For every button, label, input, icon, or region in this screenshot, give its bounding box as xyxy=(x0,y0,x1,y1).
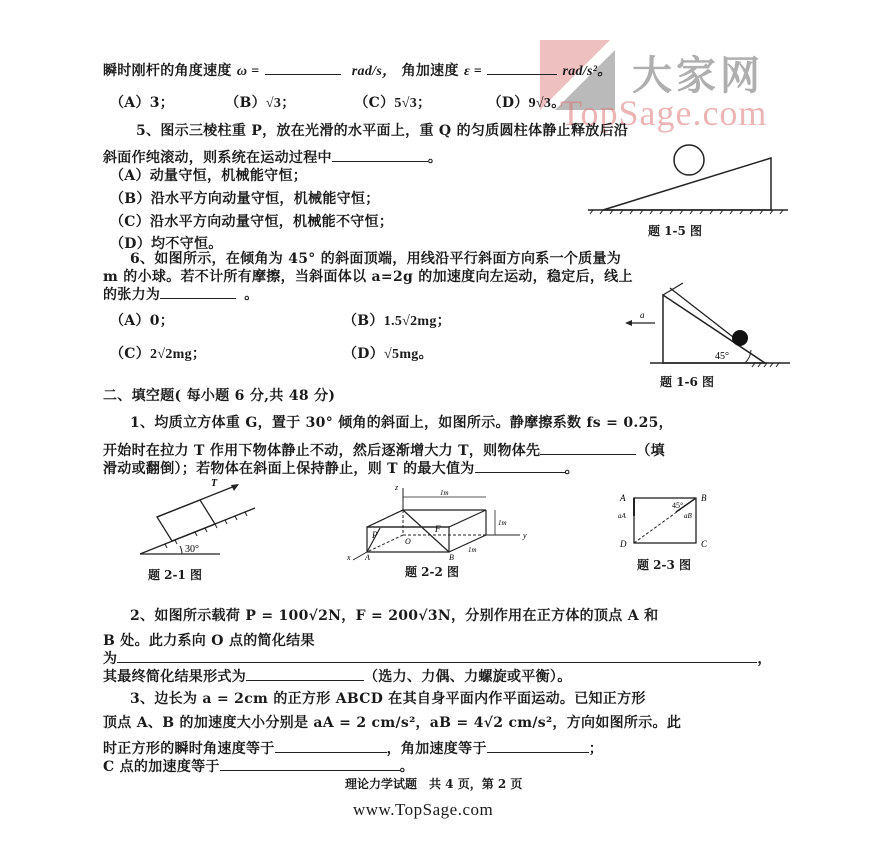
epsilon-symbol: ε = xyxy=(463,64,483,79)
f3-stem-line2: 顶点 A、B 的加速度大小分别是 aA = 2 cm/s²，aB = 4√2 cm/s²，方向如图所示。此 xyxy=(103,715,682,731)
f2-blank-1[interactable] xyxy=(117,648,757,663)
angle-label: 30° xyxy=(185,544,199,555)
f2-stem-line2: B 处。此力系向 O 点的简化结果 xyxy=(103,633,315,649)
f1-stem-line3: 滑动或翻倒）；若物体在斜面上保持静止，则 T 的最大值为 。 xyxy=(103,458,579,478)
aB-label: aB xyxy=(684,512,692,520)
angle-label: 45° xyxy=(672,501,684,510)
cylinder xyxy=(674,145,704,175)
q4-text: 瞬时刚杆的角度速度 xyxy=(103,63,232,79)
f3-stem-line1: 3、边长为 a = 2cm 的正方形 ABCD 在其自身平面内作平面运动。已知正方形 xyxy=(130,691,646,707)
ball xyxy=(732,330,748,346)
omega-symbol: ω = xyxy=(236,64,260,79)
dim-label-2: 1m xyxy=(498,519,507,527)
q6-stem-line1: 6、如图所示，在倾角为 45° 的斜面顶端，用线沿平行斜面方向系一个质量为 xyxy=(130,251,622,267)
q5-stem-line2: 斜面作纯滚动，则系统在运动过程中 。 xyxy=(103,147,442,167)
section-2-heading: 二、填空题( 每小题 6 分,共 48 分) xyxy=(103,388,336,404)
figure-2-1 xyxy=(135,480,275,560)
q6-stem-line2: m 的小球。若不计所有摩擦，当斜面体以 a=2g 的加速度向左运动，稳定后，线上 xyxy=(103,269,633,285)
string-line xyxy=(670,288,733,337)
watermark-site-text: TopSage.com xyxy=(560,93,768,133)
epsilon-unit: rad/s²。 xyxy=(562,64,612,79)
f2-stem-line1: 2、如图所示载荷 P = 100√2N，F = 200√3N，分别作用在正方体的顶点 A 和 xyxy=(130,608,659,624)
O-label: O xyxy=(405,537,411,546)
x-label: x xyxy=(347,553,351,562)
prism xyxy=(603,158,771,210)
q6-option-a[interactable]: （A）0； xyxy=(110,313,175,329)
f3-blank-ac[interactable] xyxy=(220,756,400,771)
figure-1-5-caption: 题 1-5 图 xyxy=(648,224,703,238)
incline-hatch xyxy=(165,512,247,548)
footer-url[interactable]: www.TopSage.com xyxy=(353,800,494,819)
F-label: F xyxy=(435,524,441,534)
q5-stem-line1: 5、图示三棱柱重 P，放在光滑的水平面上，重 Q 的匀质圆柱体静止释放后沿 xyxy=(136,123,629,139)
C-label: C xyxy=(701,539,708,549)
wall-top xyxy=(663,283,683,295)
P-label: P xyxy=(372,530,378,540)
f2-blank-2[interactable] xyxy=(246,666,364,681)
force-T xyxy=(157,486,235,517)
q4-option-a[interactable]: （A）3； xyxy=(110,95,175,111)
accel-label: a xyxy=(640,310,645,320)
q5-option-b[interactable]: （B）沿水平方向动量守恒，机械能守恒； xyxy=(110,191,380,207)
q6-stem-line3: 的张力为 。 xyxy=(103,284,259,304)
A-label: A xyxy=(365,553,370,562)
omega-unit: rad/s， xyxy=(351,64,397,79)
incline-body xyxy=(663,295,765,363)
force-label: T xyxy=(211,478,218,489)
f2-stem-line4: 其最终简化结果形式为 （选力、力偶、力螺旋或平衡）。 xyxy=(103,666,572,686)
figure-2-1-caption: 题 2-1 图 xyxy=(148,568,203,582)
dim-label-3: 1m xyxy=(468,546,477,554)
D-label: D xyxy=(620,539,627,549)
f3-stem-line4: C 点的加速度等于 。 xyxy=(103,756,414,776)
f1-stem-line2: 开始时在拉力 T 作用下物体静止不动，然后逐渐增大力 T，则物体先 （填 xyxy=(103,440,665,460)
page-footer: 理论力学试题 共 4 页，第 2 页 xyxy=(345,777,523,791)
figure-2-3-caption: 题 2-3 图 xyxy=(637,558,692,572)
q6-option-b[interactable]: （B）1.5√2mg； xyxy=(343,313,451,329)
epsilon-blank[interactable] xyxy=(487,60,557,75)
z-label: z xyxy=(395,483,399,492)
figure-2-3 xyxy=(612,490,722,550)
q4-text-2: 角加速度 xyxy=(401,63,459,79)
q6-option-c[interactable]: （C）2√2mg； xyxy=(110,346,207,362)
f1-blank-2[interactable] xyxy=(475,458,565,473)
angle-label: 45° xyxy=(715,351,729,362)
q5-blank[interactable] xyxy=(332,147,428,162)
A-label: A xyxy=(620,493,626,503)
angle-arc xyxy=(180,546,182,554)
figure-2-2 xyxy=(345,480,545,560)
q4-options xyxy=(110,92,566,112)
f2-stem-line3: 为 ， xyxy=(103,648,772,668)
q4-answer-line xyxy=(103,60,612,80)
dim-label-1: 1m xyxy=(440,489,449,497)
q5-option-c[interactable]: （C）沿水平方向动量守恒，机械能不守恒； xyxy=(110,214,394,230)
y-label: y xyxy=(523,531,527,540)
f1-stem-line1: 1、均质立方体重 G，置于 30° 倾角的斜面上，如图所示。静摩擦系数 fs = 0.25， xyxy=(130,415,673,431)
q6-blank[interactable] xyxy=(160,284,236,299)
B-label: B xyxy=(701,493,707,503)
f3-blank-alpha[interactable] xyxy=(487,738,589,753)
figure-2-2-caption: 题 2-2 图 xyxy=(405,565,460,579)
f3-blank-omega[interactable] xyxy=(275,738,387,753)
q5-option-d[interactable]: （D）均不守恒。 xyxy=(110,236,223,252)
figure-1-6 xyxy=(615,280,795,380)
q4-option-d[interactable]: （D）9√3。 xyxy=(487,95,566,111)
q4-option-c[interactable]: （C）5√3； xyxy=(354,95,432,111)
q5-option-a[interactable]: （A）动量守恒，机械能守恒； xyxy=(110,168,308,184)
q4-option-b[interactable]: （B）√3； xyxy=(225,95,296,111)
figure-1-6-caption: 题 1-6 图 xyxy=(660,375,715,389)
watermark-logo-text: 大家网 xyxy=(632,53,764,99)
figure-1-5 xyxy=(583,140,803,220)
B-label: B xyxy=(449,553,454,562)
q6-option-d[interactable]: （D）√5mg。 xyxy=(343,346,433,362)
omega-blank[interactable] xyxy=(265,60,341,75)
f3-stem-line3: 时正方形的瞬时角速度等于 ，角加速度等于 ； xyxy=(103,738,603,758)
aA-label: aA xyxy=(618,512,626,520)
f1-blank-1[interactable] xyxy=(540,440,636,455)
